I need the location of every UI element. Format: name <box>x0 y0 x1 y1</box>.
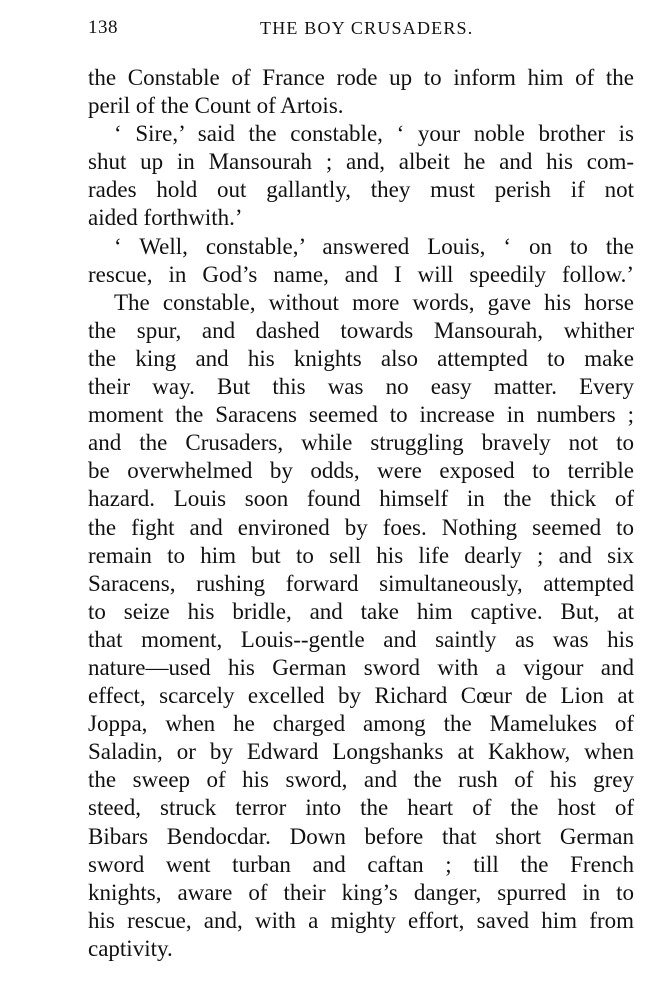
text-line: the king and his knights also attempted to make <box>88 345 634 371</box>
text-line: that moment, Louis--gentle and saintly as was his <box>88 626 634 652</box>
text-line: the Constable of France rode up to inform him of the <box>88 65 634 90</box>
text-line: steed, struck terror into the heart of the host of <box>88 795 634 821</box>
text-line: moment the Saracens seemed to increase in numbers ; <box>88 402 634 428</box>
text-line: to seize his bridle, and take him captive. But, at <box>88 598 634 624</box>
text-line: their way. But this was no easy matter. Every <box>88 374 634 400</box>
text-line: rescue, in God’s name, and I will speedily follow.’ <box>88 261 634 287</box>
text-line: captivity. <box>88 935 173 961</box>
text-line: and the Crusaders, while struggling bravely not to <box>88 430 634 456</box>
text-line: Saracens, rushing forward simultaneously, attempted <box>88 570 634 596</box>
text-line: Joppa, when he charged among the Mamelukes of <box>88 711 634 737</box>
page-number: 138 <box>88 17 118 38</box>
text-line: Bibars Bendocdar. Down before that short German <box>88 823 634 849</box>
running-head <box>88 14 634 42</box>
text-line: the fight and environed by foes. Nothing seemed to <box>88 514 634 540</box>
text-line: remain to him but to sell his life dearly ; and six <box>88 542 634 568</box>
text-line: the sweep of his sword, and the rush of his grey <box>88 767 634 793</box>
text-line: hazard. Louis soon found himself in the thick of <box>88 486 634 512</box>
body-text <box>88 64 634 963</box>
text-line: The constable, without more words, gave his horse <box>114 289 634 315</box>
text-line: ‘ Well, constable,’ answered Louis, ‘ on to the <box>114 233 634 259</box>
text-line: effect, scarcely excelled by Richard Cœur de Lion at <box>88 683 634 709</box>
text-line: aided forthwith.’ <box>88 205 243 231</box>
text-line: sword went turban and caftan ; till the French <box>88 851 634 877</box>
text-line: be overwhelmed by odds, were exposed to terrible <box>88 458 634 484</box>
book-title: THE BOY CRUSADERS. <box>260 18 474 38</box>
text-line: knights, aware of their king’s danger, spurred in to <box>88 879 634 905</box>
text-line: Saladin, or by Edward Longshanks at Kakhow, when <box>88 739 634 765</box>
text-line: shut up in Mansourah ; and, albeit he and his com- <box>88 149 634 175</box>
text-line: nature—used his German sword with a vigour and <box>88 654 634 680</box>
text-line: ‘ Sire,’ said the constable, ‘ your noble brother is <box>114 121 634 147</box>
text-line: his rescue, and, with a mighty effort, saved him from <box>88 907 634 933</box>
text-line: peril of the Count of Artois. <box>88 93 344 119</box>
text-line: rades hold out gallantly, they must perish if not <box>88 177 634 203</box>
text-line: the spur, and dashed towards Mansourah, whither <box>88 317 634 343</box>
